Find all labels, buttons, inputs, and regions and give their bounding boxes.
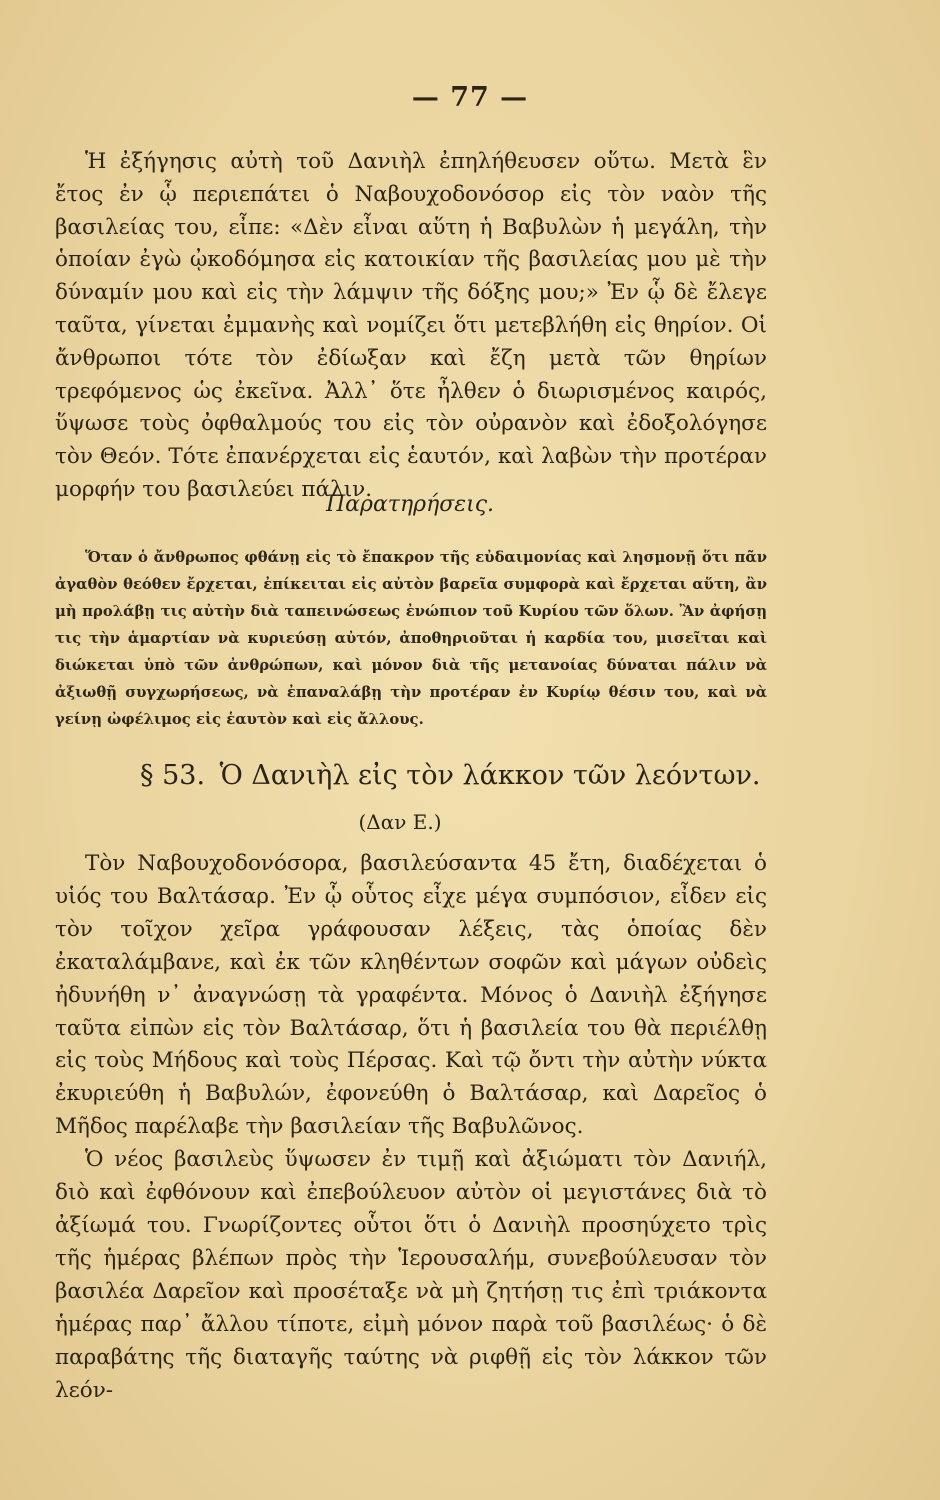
observations-text: Ὅταν ὁ ἄνθρωπος φθάνῃ εἰς τὸ ἔπακρον τῆς εὐδαιμονίας καὶ λησμονῇ ὅτι πᾶν ἀγαθὸν θεόθεν ἔρχεται, ἐπίκειται εἰς αὐτὸν βαρεῖα συμφορὰ καὶ ἔρχεται αὕτη, ἂν μὴ προλάβῃ τις αὐτὴν διὰ ταπεινώσεως ἐνώπιον τοῦ Κυρίου τῶν ὅλων. Ἂν ἀφήσῃ τις τὴν ἁμαρτίαν νὰ κυριεύσῃ αὐτόν, ἀποθηριοῦται ἡ καρδία του, μισεῖται καὶ διώκεται ὑπὸ τῶν ἀνθρώπων, καὶ μόνον διὰ τῆς μετανοίας δύναται πάλιν νὰ ἀξιωθῇ συγχωρήσεως, νὰ ἐπαναλάβῃ τὴν προτέραν ἐν Κυρίῳ θέσιν του, καὶ νὰ γείνῃ ὠφέλιμος εἰς ἑαυτὸν καὶ εἰς ἄλλους. xyxy=(55,549,767,728)
paragraph-1: Ἡ ἐξήγησις αὐτὴ τοῦ Δανιὴλ ἐπηλήθευσεν οὕτω. Μετὰ ἓν ἔτος ἐν ᾧ περιεπάτει ὁ Ναβουχοδονόσορ εἰς τὸν ναὸν τῆς βασιλείας του, εἶπε: «Δὲν εἶναι αὕτη ἡ Βαβυλὼν ἡ μεγάλη, τὴν ὁποίαν ἐγὼ ᾠκοδόμησα εἰς κατοικίαν τῆς βασιλείας μου μὲ τὴν δύναμίν μου καὶ εἰς τὴν λάμψιν τῆς δόξης μου;» Ἐν ᾧ δὲ ἔλεγε ταῦτα, γίνεται ἐμμανὴς καὶ νομίζει ὅτι μετεβλήθη εἰς θηρίον. Οἱ ἄνθρωποι τότε τὸν ἐδίωξαν καὶ ἔζη μετὰ τῶν θηρίων τρεφόμενος ὡς ἐκεῖνα. Ἀλλ᾽ ὅτε ἦλθεν ὁ διωρισμένος καιρός, ὕψωσε τοὺς ὀφθαλμούς του εἰς τὸν οὐρανὸν καὶ ἐδοξολόγησε τὸν Θεόν. Τότε ἐπανέρχεται εἰς ἑαυτόν, καὶ λαβὼν τὴν προτέραν μορφήν του βασιλεύει πάλιν. xyxy=(55,149,767,502)
observations-heading: Παρατηρήσεις. xyxy=(325,492,495,517)
page-number: — 77 — xyxy=(411,82,529,113)
section-heading xyxy=(140,760,761,791)
section-title: Ὁ Δανιὴλ εἰς τὸν λάκκον τῶν λεόντων. xyxy=(219,760,761,791)
section-number: § 53. xyxy=(140,760,206,791)
paragraph-2: Τὸν Ναβουχοδονόσορα, βασιλεύσαντα 45 ἔτη, διαδέχεται ὁ υἱός του Βαλτάσαρ. Ἐν ᾧ οὗτος εἶχε μέγα συμπόσιον, εἶδεν εἰς τὸν τοῖχον χεῖρα γράφουσαν λέξεις, τὰς ὁποίας δὲν ἐκαταλάμβανε, καὶ ἐκ τῶν κληθέντων σοφῶν καὶ μάγων οὐδεὶς ἠδυνήθη ν᾽ ἀναγνώσῃ τὰ γραφέντα. Μόνος ὁ Δανιὴλ ἐξήγησε ταῦτα εἰπὼν εἰς τὸν Βαλτάσαρ, ὅτι ἡ βασιλεία του θὰ περιέλθῃ εἰς τοὺς Μήδους καὶ τοὺς Πέρσας. Καὶ τῷ ὄντι τὴν αὐτὴν νύκτα ἐκυριεύθη ἡ Βαβυλών, ἐφονεύθη ὁ Βαλτάσαρ, καὶ Δαρεῖος ὁ Μῆδος παρέλαβε τὴν βασιλείαν τῆς Βαβυλῶνος. xyxy=(55,851,767,1140)
paragraph-3: Ὁ νέος βασιλεὺς ὕψωσεν ἐν τιμῇ καὶ ἀξιώματι τὸν Δανιήλ, διὸ καὶ ἐφθόνουν καὶ ἐπεβούλευον αὐτὸν οἱ μεγιστάνες διὰ τὸ ἀξίωμά του. Γνωρίζοντες οὗτοι ὅτι ὁ Δανιὴλ προσηύχετο τρὶς τῆς ἡμέρας βλέπων πρὸς τὴν Ἱερουσαλήμ, συνεβούλευσαν τὸν βασιλέα Δαρεῖον καὶ προσέταξε νὰ μὴ ζητήσῃ τις ἐπὶ τριάκοντα ἡμέρας παρ᾽ ἄλλου τίποτε, εἰμὴ μόνον παρὰ τοῦ βασιλέως· ὁ δὲ παραβάτης τῆς διαταγῆς ταύτης νὰ ριφθῇ εἰς τὸν λάκκον τῶν λεόν- xyxy=(55,1147,767,1403)
text-block-1 xyxy=(55,146,767,507)
section-reference: (Δαν Ε.) xyxy=(358,810,442,834)
observations-block xyxy=(55,544,767,733)
text-block-2 xyxy=(55,848,767,1407)
